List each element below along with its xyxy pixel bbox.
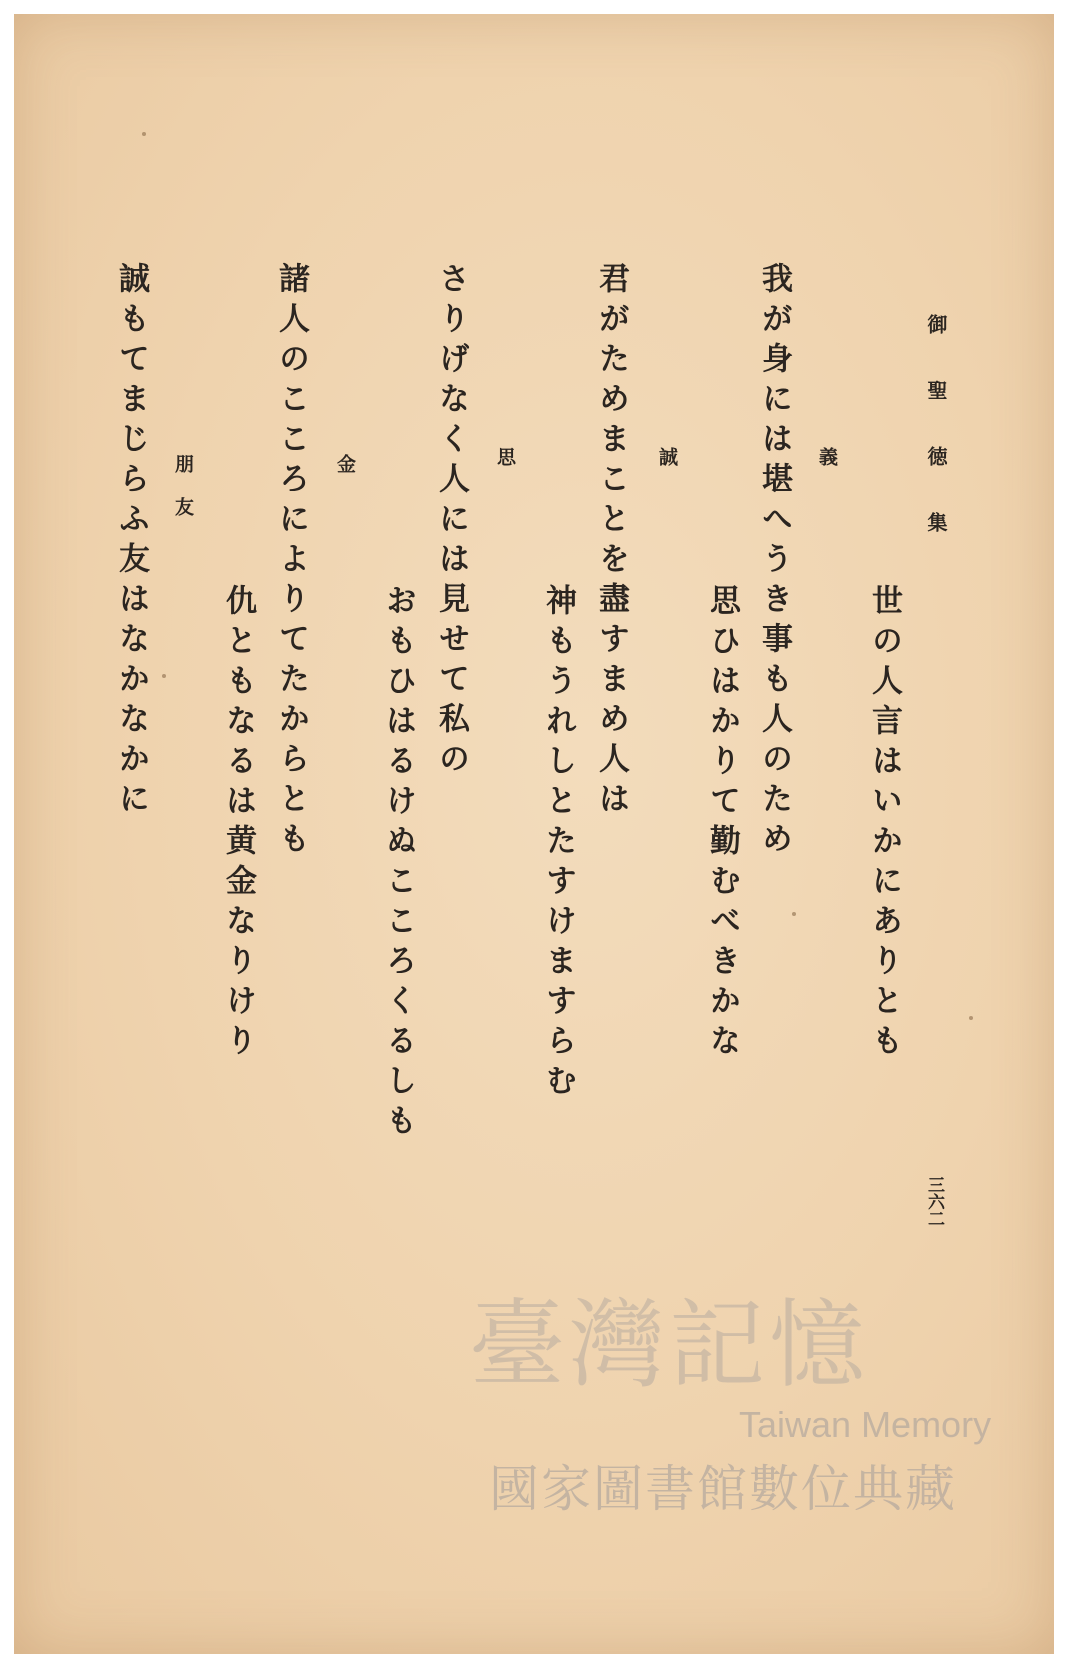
verse-line: 仇ともなるは黄金なりけり — [220, 584, 256, 1064]
paper-speck — [792, 912, 796, 916]
verse-line: 神もうれしとたすけますらむ — [540, 584, 576, 1104]
verse-line: 諸人のこころによりてたからとも — [273, 262, 309, 862]
verse-line: おもひはるけぬこころくるしも — [380, 584, 416, 1144]
page-number: 三六二 — [924, 1176, 944, 1227]
section-heading-houyuu: 朋友 — [172, 454, 194, 540]
section-heading-gi: 義 — [816, 447, 838, 490]
book-page — [14, 14, 1054, 1654]
paper-speck — [162, 674, 166, 678]
verse-line: 我が身には堪へうき事も人のため — [756, 262, 792, 862]
verse-line: 誠もてまじらふ友はなかなかに — [113, 262, 149, 822]
paper-speck — [969, 1016, 973, 1020]
section-heading-omoi: 思 — [494, 447, 516, 490]
section-heading-makoto: 誠 — [656, 447, 678, 490]
verse-line: さりげなく人には見せて私の — [433, 262, 469, 782]
running-head: 御聖徳集 — [924, 314, 948, 578]
section-heading-kin: 金 — [334, 454, 356, 497]
verse-line: 思ひはかりて勤むべきかな — [704, 584, 740, 1064]
verse-line: 世の人言はいかにありとも — [866, 584, 902, 1064]
paper-speck — [142, 132, 146, 136]
watermark-subtitle: 國家圖書館數位典藏 — [489, 1460, 957, 1518]
watermark-english: Taiwan Memory — [739, 1404, 992, 1445]
verse-line: 君がためまことを盡すまめ人は — [593, 262, 629, 822]
watermark-title: 臺灣記憶 — [469, 1289, 869, 1401]
